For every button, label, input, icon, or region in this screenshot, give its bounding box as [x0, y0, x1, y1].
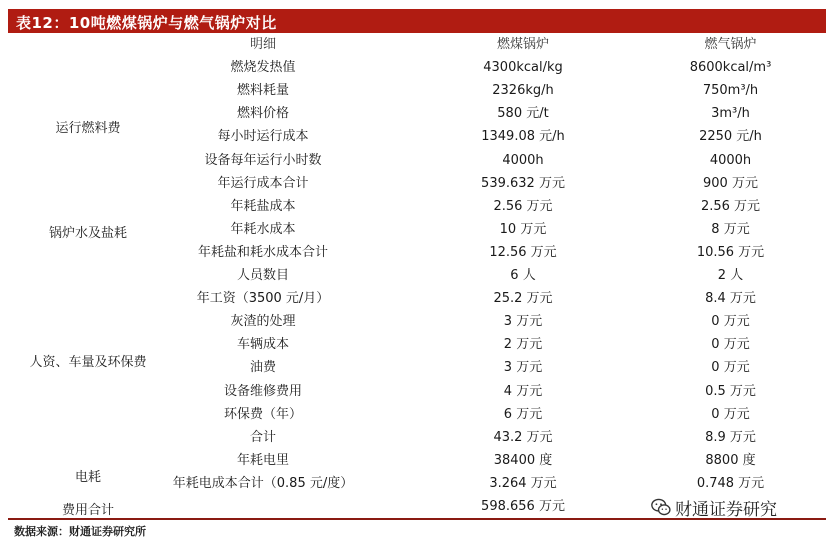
- row-item: 年耗盐成本: [230, 198, 296, 214]
- row-coal-value: 12.56 万元: [489, 244, 557, 260]
- wechat-logo-icon: [650, 496, 672, 518]
- row-item: 环保费（年）: [223, 406, 302, 422]
- row-coal-value: 2.56 万元: [493, 198, 553, 214]
- row-item: 合计: [249, 429, 276, 445]
- row-coal-value: 6 人: [510, 268, 536, 283]
- watermark-text: 财通证券研究: [675, 499, 777, 520]
- row-gas-value: 2250 元/h: [699, 129, 762, 145]
- row-gas-value: 3m³/h: [711, 106, 750, 122]
- row-gas-value: 8 万元: [711, 221, 750, 237]
- row-gas-value: 2 人: [717, 268, 744, 283]
- category-total-cost: 费用合计: [61, 503, 114, 518]
- row-coal-value: 25.2 万元: [493, 291, 553, 307]
- row-coal-value: 3.264 万元: [489, 475, 557, 491]
- row-gas-value: 2.56 万元: [700, 198, 761, 214]
- table-row: [8, 241, 826, 264]
- header-gas-boiler: 燃气锅炉: [704, 37, 757, 52]
- row-coal-value: 1349.08 元/h: [481, 129, 565, 145]
- table-title: 表12：10吨燃煤锅炉与燃气锅炉对比: [16, 14, 277, 32]
- row-gas-value: 10.56 万元: [696, 244, 765, 260]
- row-gas-value: 0.748 万元: [696, 475, 765, 491]
- row-gas-value: 0 万元: [711, 337, 750, 353]
- row-coal-value: 43.2 万元: [493, 429, 553, 445]
- row-item: 每小时运行成本: [217, 129, 309, 145]
- table-row: [8, 264, 826, 287]
- row-gas-value: 0 万元: [711, 314, 750, 330]
- row-coal-value: 38400 度: [493, 452, 553, 468]
- row-item: 灰渣的处理: [230, 314, 296, 330]
- row-coal-value: 4 万元: [503, 383, 543, 399]
- row-coal-value: 6 万元: [503, 406, 543, 422]
- watermark: [650, 495, 777, 519]
- header-item: 明细: [249, 37, 276, 52]
- row-coal-value: 539.632 万元: [481, 175, 565, 191]
- row-coal-value: 598.656 万元: [481, 499, 565, 514]
- row-gas-value: 750m³/h: [702, 83, 759, 99]
- category-water-salt: 锅炉水及盐耗: [48, 226, 127, 241]
- row-coal-value: 2326kg/h: [492, 83, 554, 99]
- table-row: [8, 310, 826, 333]
- row-item: 年耗盐和耗水成本合计: [197, 244, 328, 260]
- row-gas-value: 0 万元: [711, 360, 750, 376]
- table-row: [8, 403, 826, 426]
- header-coal-boiler: 燃煤锅炉: [496, 37, 549, 52]
- row-gas-value: 8.9 万元: [705, 429, 756, 445]
- row-item: 车辆成本: [236, 337, 289, 353]
- row-item: 人员数目: [236, 268, 289, 283]
- row-coal-value: 4300kcal/kg: [483, 60, 563, 76]
- row-gas-value: 8600kcal/m³: [689, 60, 772, 76]
- row-gas-value: 8.4 万元: [705, 291, 756, 307]
- row-item: 年耗电里: [236, 452, 289, 468]
- row-gas-value: 4000h: [709, 152, 752, 168]
- row-item: 年耗水成本: [230, 221, 296, 237]
- table-row: [8, 426, 826, 449]
- row-item: 年运行成本合计: [217, 175, 309, 191]
- row-item: 年工资（3500 元/月）: [196, 291, 330, 307]
- table-row: [8, 287, 826, 310]
- table-row: [8, 195, 826, 218]
- category-fuel-cost: 运行燃料费: [55, 121, 121, 136]
- row-item: 燃料耗量: [236, 83, 289, 99]
- row-item: 燃烧发热值: [230, 60, 296, 76]
- row-item: 设备维修费用: [223, 383, 302, 399]
- row-coal-value: 10 万元: [499, 221, 547, 237]
- row-gas-value: 8800 度: [705, 452, 756, 468]
- category-electricity: 电耗: [74, 470, 101, 485]
- row-coal-value: 2 万元: [503, 337, 543, 353]
- row-coal-value: 580 元/t: [497, 106, 549, 122]
- table-row: [8, 79, 826, 102]
- table-row: [8, 380, 826, 403]
- table-row: [8, 149, 826, 172]
- row-coal-value: 3 万元: [503, 360, 543, 376]
- row-gas-value: 900 万元: [703, 175, 758, 191]
- row-item: 设备每年运行小时数: [204, 152, 322, 168]
- row-item: 燃料价格: [236, 106, 289, 122]
- row-coal-value: 3 万元: [503, 314, 543, 330]
- table-row: [8, 56, 826, 79]
- row-item: [158, 495, 368, 518]
- table-header-row: [8, 33, 826, 56]
- table-row: [8, 172, 826, 195]
- source-note: 数据来源：财通证券研究所: [14, 525, 146, 538]
- row-gas-value: 0.5 万元: [705, 383, 756, 399]
- comparison-table: [8, 33, 826, 519]
- row-item: 年耗电成本合计（0.85 元/度）: [172, 475, 354, 491]
- row-item: 油费: [249, 360, 276, 376]
- row-gas-value: 0 万元: [711, 406, 750, 422]
- row-coal-value: 4000h: [502, 152, 544, 168]
- table-title-bar: [8, 9, 826, 33]
- category-staff-vehicle-env: 人资、车量及环保费: [29, 355, 147, 370]
